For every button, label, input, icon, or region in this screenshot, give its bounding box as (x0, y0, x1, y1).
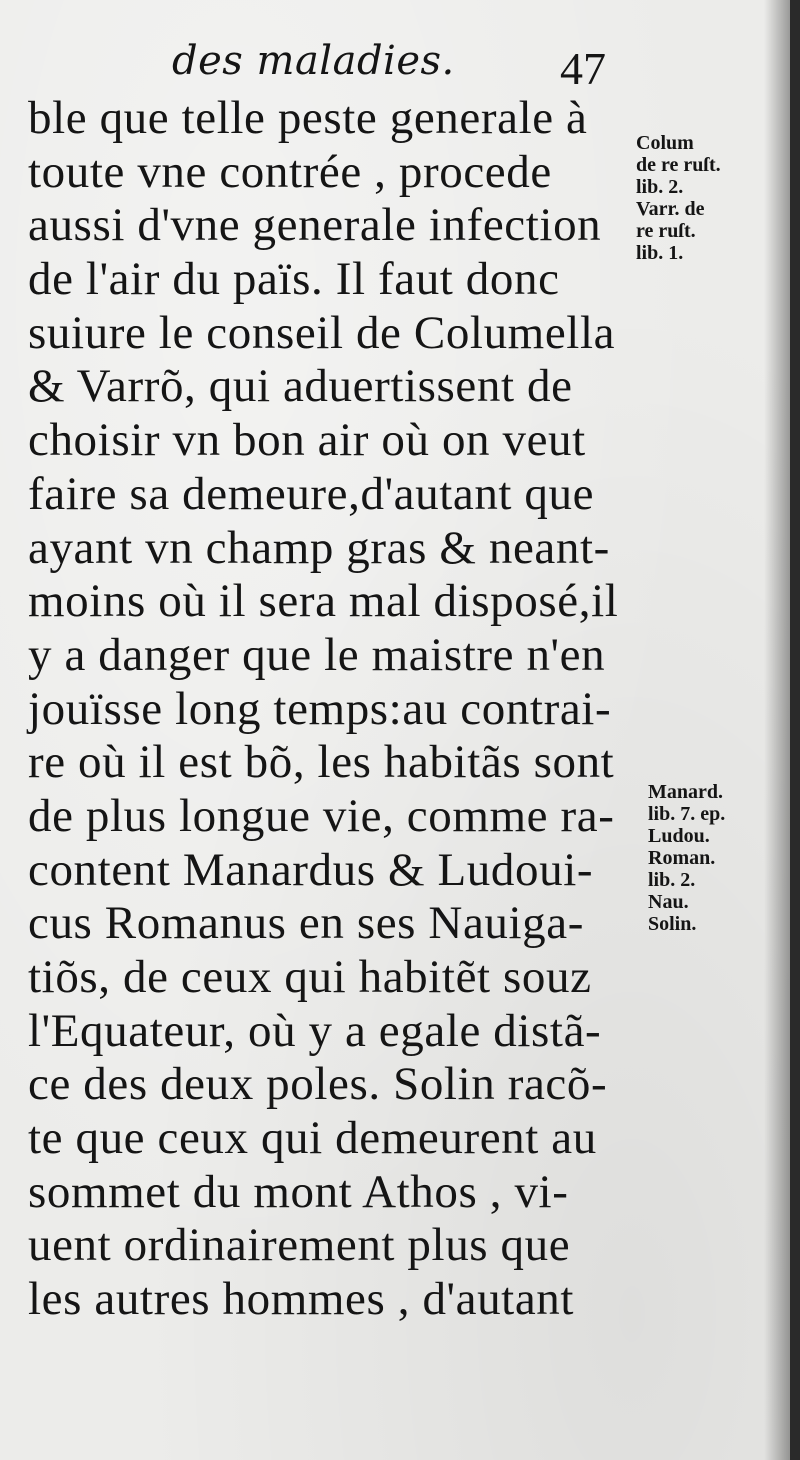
marginal-note-line: Manard. (648, 781, 723, 803)
text-line: cus Romanus en ses Nauiga- (28, 897, 584, 950)
text-line: ce des deux poles. Solin racõ- (28, 1058, 608, 1111)
text-line: les autres hommes , d'autant (28, 1273, 575, 1326)
text-line: sommet du mont Athos , vi- (28, 1165, 569, 1218)
marginal-note-line: lib. 1. (636, 242, 684, 264)
page-edge-shadow (764, 0, 790, 1460)
marginal-note-line: Ludou. (648, 825, 710, 847)
marginal-note-line: Roman. (648, 847, 716, 869)
marginal-note-line: Colum (636, 132, 694, 154)
text-line: te que ceux qui demeurent au (28, 1112, 597, 1165)
marginal-note-line: Solin. (648, 913, 697, 935)
running-head: des maladies. (172, 38, 455, 84)
marginal-note-columella-varro (636, 132, 721, 264)
text-line: & Varrõ, qui aduertissent de (28, 360, 573, 413)
text-line: moins où il sera mal disposé,il (28, 575, 619, 628)
body-text (28, 92, 638, 1327)
text-line: choisir vn bon air où on veut (28, 414, 586, 467)
marginal-note-line: Varr. de (636, 198, 705, 220)
text-line: de plus longue vie, comme ra- (28, 789, 615, 842)
text-line: faire sa demeure,d'autant que (28, 467, 595, 520)
marginal-note-line: lib. 2. (648, 869, 696, 891)
text-line: toute vne contrée , procede (28, 145, 552, 198)
page-number: 47 (560, 43, 606, 94)
text-line: tiõs, de ceux qui habitẽt souz (28, 951, 592, 1003)
marginal-note-line: lib. 2. (636, 176, 684, 198)
marginal-note-manardus-solin (648, 781, 725, 935)
text-line: re où il est bõ, les habitãs sont (28, 736, 615, 789)
text-line: content Manardus & Ludoui- (28, 843, 594, 896)
text-line: ayant vn champ gras & neant- (28, 521, 610, 574)
text-line: de l'air du païs. Il faut donc (28, 253, 560, 306)
text-line: ble que telle peste generale à (28, 92, 588, 144)
page-header (0, 38, 790, 98)
text-line: uent ordinairement plus que (28, 1219, 571, 1272)
marginal-note-line: de re ruſt. (636, 154, 721, 176)
marginal-note-line: re ruſt. (636, 220, 696, 242)
text-line: y a danger que le maistre n'en (28, 628, 606, 681)
text-line: suiure le conseil de Columella (28, 306, 616, 359)
text-line: l'Equateur, où y a egale distã- (28, 1004, 602, 1057)
marginal-note-line: lib. 7. ep. (648, 803, 726, 825)
text-line: jouïsse long temps:au contrai- (28, 682, 612, 735)
marginal-note-line: Nau. (648, 891, 689, 913)
text-line: aussi d'vne generale infection (28, 199, 602, 252)
